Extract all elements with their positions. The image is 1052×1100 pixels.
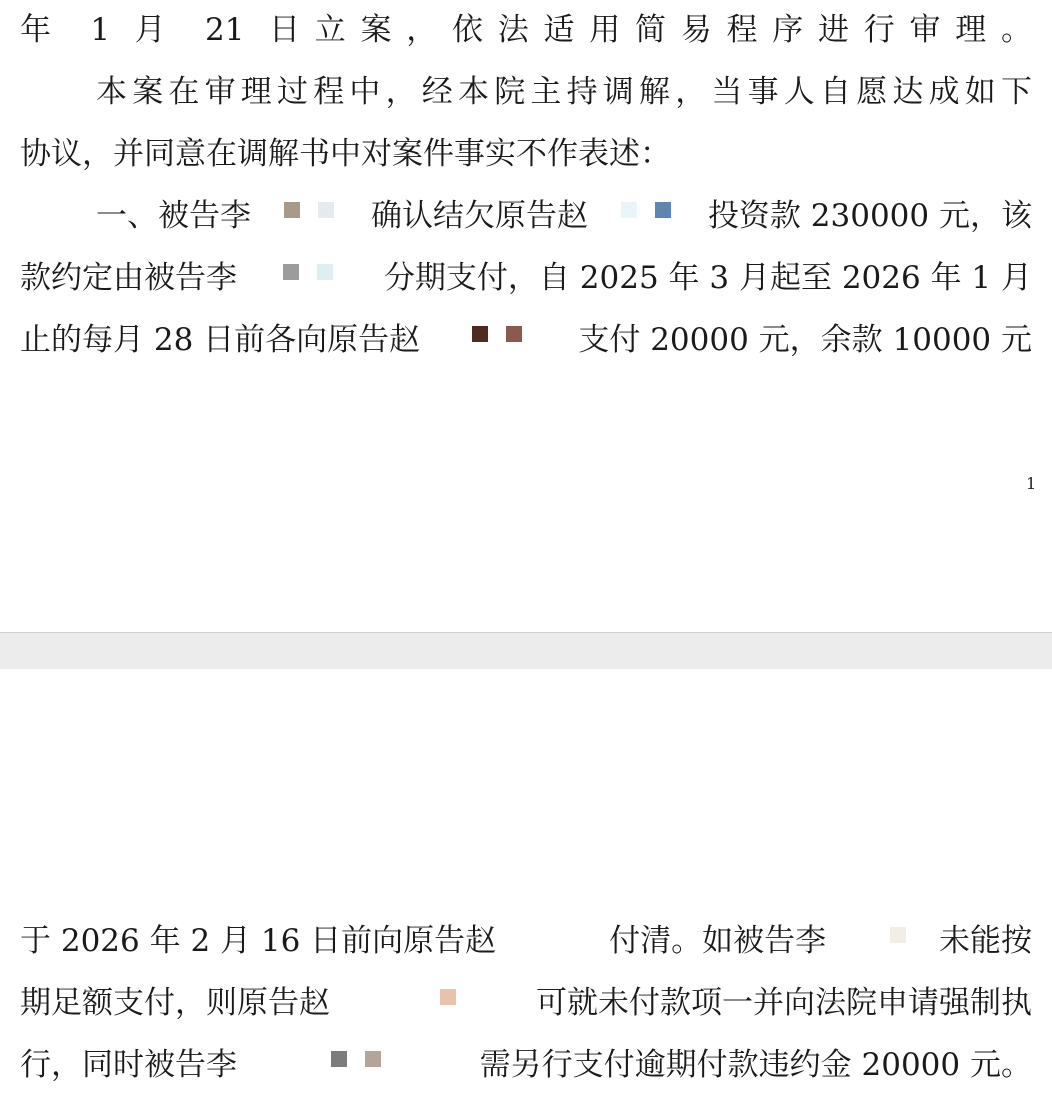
text-line <box>20 256 1032 300</box>
redacted-name <box>611 194 685 224</box>
text-line <box>20 981 1032 1025</box>
text-segment: 期足额支付，则原告赵 <box>20 985 330 1021</box>
text-segment: 一、被告李 <box>96 198 251 234</box>
text-line <box>20 194 1032 238</box>
text-line <box>20 919 1032 963</box>
text-segment: 分期支付，自 2025 年 3 月起至 2026 年 1 月 <box>383 260 1032 296</box>
page-number: 1 <box>1026 474 1037 493</box>
redacted-name <box>273 256 347 286</box>
text-segment: 可就未付款项一并向法院申请强制执 <box>536 985 1032 1021</box>
redacted-name <box>846 919 920 949</box>
text-line: 协议，并同意在调解书中对案件事实不作表述： <box>20 136 671 172</box>
text-segment: 确认结欠原告赵 <box>370 198 588 234</box>
text-segment: 投资款 230000 元，该 <box>707 198 1032 234</box>
redacted-name <box>274 194 348 224</box>
text-line: 本案在审理过程中，经本院主持调解，当事人自愿达成如下 <box>96 74 1032 110</box>
redacted-name <box>321 1043 395 1073</box>
text-segment: 付清。如被告李 <box>609 923 827 959</box>
redacted-name <box>462 318 536 348</box>
text-line: 年 1 月 21 日立案，依法适用简易程序进行审理。 <box>20 12 1032 48</box>
text-line <box>20 1043 1032 1087</box>
text-segment: 支付 20000 元，余款 10000 元 <box>578 322 1032 358</box>
text-segment: 行，同时被告李 <box>20 1047 237 1083</box>
text-segment: 需另行支付逾期付款违约金 20000 元。 <box>479 1047 1032 1083</box>
text-segment: 款约定由被告李 <box>20 260 237 296</box>
redacted-name <box>396 981 470 1011</box>
text-segment: 未能按 <box>939 923 1032 959</box>
text-segment: 于 2026 年 2 月 16 日前向原告赵 <box>20 923 497 959</box>
document-page-2 <box>0 669 1052 1100</box>
page-break-gap <box>0 632 1052 670</box>
text-segment: 止的每月 28 日前各向原告赵 <box>20 322 421 358</box>
text-line <box>20 318 1032 362</box>
redacted-name <box>516 919 590 949</box>
